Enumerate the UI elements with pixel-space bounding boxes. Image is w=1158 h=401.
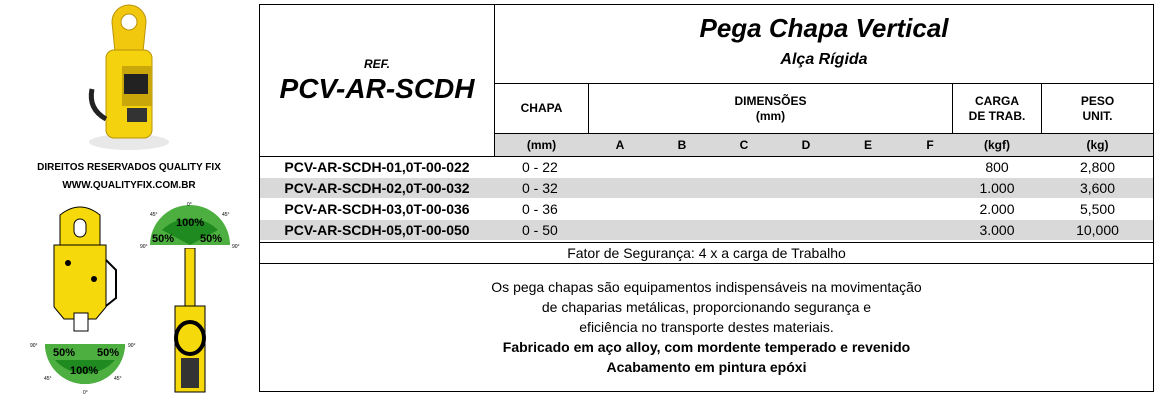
carga-label-1: CARGA xyxy=(975,93,1019,108)
table-row xyxy=(260,220,1153,240)
row-peso: 2,800 xyxy=(1079,159,1116,175)
fan-right-angle-0: 0° xyxy=(187,202,192,208)
description-bold-2: Acabamento em pintura epóxi xyxy=(606,359,807,375)
row-ref: PCV-AR-SCDH-02,0T-00-032 xyxy=(284,180,470,196)
dim-d: D xyxy=(801,138,811,152)
table-row xyxy=(260,199,1153,219)
row-peso: 10,000 xyxy=(1076,222,1119,238)
grid-line xyxy=(260,263,1153,264)
spec-sheet xyxy=(259,4,1154,392)
clamp-drawing-side xyxy=(165,248,215,396)
fan-right-label-top: 100% xyxy=(176,217,205,229)
fan-left-label-right: 50% xyxy=(97,347,120,359)
fan-left-label-left: 50% xyxy=(53,347,76,359)
dim-a: A xyxy=(615,138,625,152)
row-ref: PCV-AR-SCDH-03,0T-00-036 xyxy=(284,201,470,217)
dim-b: B xyxy=(677,138,687,152)
row-ref: PCV-AR-SCDH-05,0T-00-050 xyxy=(284,222,470,238)
col-peso-header xyxy=(1042,84,1153,133)
row-peso: 3,600 xyxy=(1079,180,1116,196)
grid-line xyxy=(260,242,1153,243)
row-peso: 5,500 xyxy=(1079,201,1116,217)
description-line-3: eficiência no transporte destes materiais. xyxy=(579,319,834,335)
row-ref: PCV-AR-SCDH-01,0T-00-022 xyxy=(284,159,470,175)
carga-label-2: DE TRAB. xyxy=(968,108,1026,123)
fan-left-label-bottom: 100% xyxy=(70,365,99,377)
unit-chapa: (mm) xyxy=(526,138,557,152)
fan-left-angle-45-left: 45° xyxy=(44,376,52,382)
fan-left-angle-0: 0° xyxy=(83,390,88,396)
ref-block xyxy=(260,5,494,156)
fan-right-angle-90-left: 90° xyxy=(140,244,148,250)
grid-line xyxy=(495,133,1153,134)
fan-right-label-left: 50% xyxy=(152,233,175,245)
row-chapa: 0 - 36 xyxy=(522,201,558,217)
row-chapa: 0 - 50 xyxy=(522,222,558,238)
row-chapa: 0 - 22 xyxy=(522,159,558,175)
row-carga: 2.000 xyxy=(979,201,1015,217)
fan-right-angle-90-right: 90° xyxy=(232,244,240,250)
row-carga: 3.000 xyxy=(979,222,1015,238)
grid-line xyxy=(495,83,1153,84)
peso-label-1: PESO xyxy=(1080,93,1115,108)
description-line-1: Os pega chapas são equipamentos indispensáveis na movimentação xyxy=(491,279,922,295)
left-panel xyxy=(0,0,258,401)
product-photo xyxy=(82,4,177,154)
angle-fan-right xyxy=(140,200,240,250)
fan-left-angle-90-left: 90° xyxy=(30,343,38,349)
row-carga: 1.000 xyxy=(979,180,1015,196)
grid-line xyxy=(952,84,953,134)
peso-label-2: UNIT. xyxy=(1082,108,1113,123)
col-chapa-header: CHAPA xyxy=(520,101,563,115)
row-carga: 800 xyxy=(985,159,1009,175)
col-dimensoes-header xyxy=(589,84,952,133)
page-title: Pega Chapa Vertical xyxy=(699,12,949,43)
fan-right-label-right: 50% xyxy=(200,233,223,245)
table-row xyxy=(260,157,1153,177)
dim-f: F xyxy=(926,138,934,152)
fan-left-angle-90-right: 90° xyxy=(128,343,136,349)
angle-fan-left xyxy=(30,330,140,398)
description-bold-1: Fabricado em aço alloy, com mordente temperado e revenido xyxy=(502,339,911,355)
dimensoes-unit: (mm) xyxy=(755,108,786,123)
fan-left-angle-45-right: 45° xyxy=(114,376,122,382)
description xyxy=(260,277,1153,377)
dimensoes-label: DIMENSÕES xyxy=(734,93,807,108)
grid-line xyxy=(588,84,589,134)
table-row xyxy=(260,178,1153,198)
grid-line xyxy=(1041,84,1042,134)
col-carga-header xyxy=(953,84,1041,133)
ref-code: PCV-AR-SCDH xyxy=(279,73,475,104)
dim-e: E xyxy=(863,138,872,152)
description-line-2: de chaparias metálicas, proporcionando segurança e xyxy=(541,299,872,315)
fan-right-angle-45-right: 45° xyxy=(222,212,230,218)
unit-peso: (kg) xyxy=(1086,138,1109,152)
copyright-line-1: DIREITOS RESERVADOS QUALITY FIX xyxy=(37,162,221,173)
ref-label: REF. xyxy=(363,57,390,71)
grid-line xyxy=(260,156,1153,157)
unit-carga: (kgf) xyxy=(984,138,1010,152)
safety-factor: Fator de Segurança: 4 x a carga de Trabalho xyxy=(567,244,846,261)
copyright-line-2: WWW.QUALITYFIX.COM.BR xyxy=(62,180,196,191)
fan-right-angle-45-left: 45° xyxy=(150,212,158,218)
page-subtitle: Alça Rígida xyxy=(780,51,868,68)
row-chapa: 0 - 32 xyxy=(522,180,558,196)
units-row xyxy=(495,134,1153,156)
dim-c: C xyxy=(739,138,749,152)
